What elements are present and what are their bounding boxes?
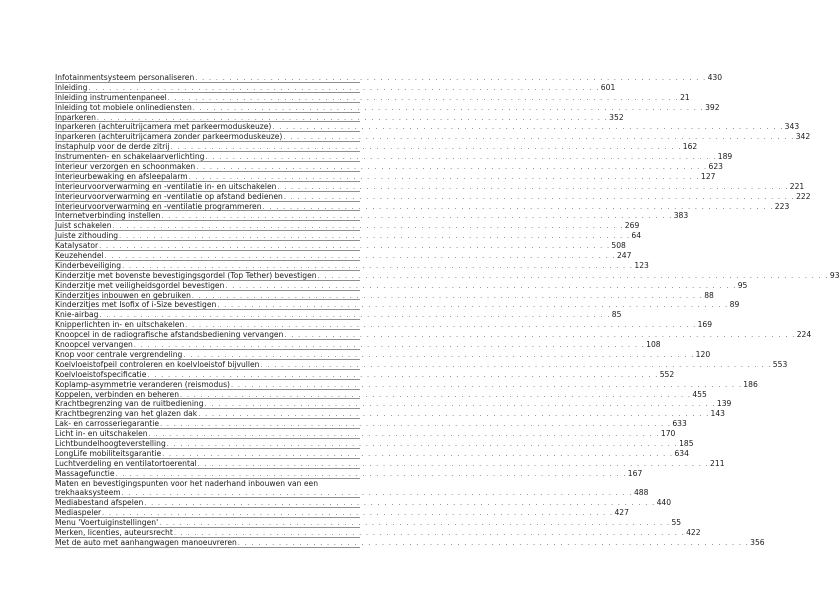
page-number: 169 bbox=[697, 320, 713, 330]
index-entry bbox=[55, 349, 711, 360]
index-entry bbox=[55, 458, 725, 469]
entry-label: Krachtbegrenzing van de ruitbediening bbox=[55, 399, 204, 409]
index-entry bbox=[55, 191, 811, 202]
index-entry bbox=[55, 399, 732, 409]
page-number: 440 bbox=[656, 498, 672, 508]
dot-leader: . . . . . . . . . . . . . . . . . . . . . . . . . . . . . . . . . . . . . . . . . . . . . . . . . . . . . . . . . . . . . . . . . . . . . . . . . . . bbox=[262, 202, 774, 211]
entry-label: Kinderzitje met veiligheidsgordel bevestigen bbox=[55, 280, 225, 290]
dot-leader: . . . . . . . . . . . . . . . . . . . . . . . . . . . . . . . . . . . . . . . . . . . . . . . . . . . . . . . . . . . . . . . . . . . . . . . . . . . bbox=[104, 252, 616, 261]
page-number: 108 bbox=[646, 340, 661, 350]
index-entry bbox=[55, 409, 725, 419]
index-entry bbox=[55, 369, 675, 380]
entry-label-continued: trekhaaksysteem bbox=[55, 488, 121, 498]
index-entry bbox=[55, 290, 714, 301]
page-number: 222 bbox=[796, 191, 811, 201]
dot-leader: . . . . . . . . . . . . . . . . . . . . . . . . . . . . . . . . . . . . . . . . . . . . . . . . . . . . . . . . . . . . . . . . . . . . . . . . . . . bbox=[180, 390, 692, 399]
page-number: 185 bbox=[679, 438, 694, 448]
page-number: 247 bbox=[616, 251, 632, 261]
entry-label: Knoopcel vervangen bbox=[55, 340, 133, 350]
index-entry bbox=[55, 231, 642, 241]
page-number: 120 bbox=[695, 349, 711, 359]
index-entry bbox=[55, 359, 788, 370]
dot-leader: . . . . . . . . . . . . . . . . . . . . . . . . . . . . . . . . . . . . . . . . . . . . . . . . . . . . . . . . . . . . . . . . . . . . . . . . . . . bbox=[133, 341, 646, 350]
index-entry bbox=[55, 251, 632, 261]
index-entry bbox=[55, 468, 643, 479]
dot-leader: . . . . . . . . . . . . . . . . . . . . . . . . . . . . . . . . . . . . . . . . . . . . . . . . . . . . . . . . . . . . . . . . . . . . . . . . . . . bbox=[88, 83, 600, 92]
entry-label: Instaphulp voor de derde zitrij bbox=[55, 142, 170, 152]
dot-leader: . . . . . . . . . . . . . . . . . . . . . . . . . . . . . . . . . . . . . . . . . . . . . . . . . . . . . . . . . . . . . . . . . . . . . . . . . . . bbox=[191, 291, 704, 300]
dot-leader: . . . . . . . . . . . . . . . . . . . . . . . . . . . . . . . . . . . . . . . . . . . . . . . . . . . . . . . . . . . . . . . . . . . . . . . . . . . bbox=[231, 380, 743, 389]
index-entry bbox=[55, 82, 616, 93]
page-number: 634 bbox=[674, 448, 689, 458]
page-number: 162 bbox=[682, 142, 698, 152]
entry-label: LongLife mobiliteitsgarantie bbox=[55, 448, 162, 458]
index-entry bbox=[55, 419, 687, 429]
dot-leader: . . . . . . . . . . . . . . . . . . . . . . . . . . . . . . . . . . . . . . . . . . . . . . . . . . . . . . . . . . . . . . . . . . . . . . . . . . . bbox=[272, 123, 784, 132]
dot-leader: . . . . . . . . . . . . . . . . . . . . . . . . . . . . . . . . . . . . . . . . . . . . . . . . . . . . . . . . . . . . . . . . . . . . . . . . . . . bbox=[195, 74, 707, 82]
page-number: 93 bbox=[829, 270, 840, 280]
dot-leader: . . . . . . . . . . . . . . . . . . . . . . . . . . . . . . . . . . . . . . . . . . . . . . . . . . . . . . . . . . . . . . . . . . . . . . . . . . . bbox=[225, 281, 737, 290]
dot-leader: . . . . . . . . . . . . . . . . . . . . . . . . . . . . . . . . . . . . . . . . . . . . . . . . . . . . . . . . . . . . . . . . . . . . . . . . . . . bbox=[115, 469, 627, 478]
entry-label: Inparkeren (achteruitrijcamera zonder parkeermoduskeuze) bbox=[55, 132, 283, 142]
entry-label: Interieurvoorverwarming en -ventilatie programmeren bbox=[55, 201, 262, 211]
page-number: 552 bbox=[659, 369, 675, 379]
index-entry bbox=[55, 429, 676, 439]
dot-leader: . . . . . . . . . . . . . . . . . . . . . . . . . . . . . . . . . . . . . . . . . . . . . . . . . . . . . . . . . . . . . . . . . . . . . . . . . . . bbox=[217, 301, 729, 310]
index-entry bbox=[55, 92, 690, 103]
dot-leader: . . . . . . . . . . . . . . . . . . . . . . . . . . . . . . . . . . . . . . . . . . . . . . . . . . . . . . . . . . . . . . . . . . . . . . . . . . . bbox=[166, 439, 679, 448]
page-number: 127 bbox=[701, 171, 716, 181]
entry-label: Interieur verzorgen en schoonmaken bbox=[55, 162, 196, 172]
index-entry bbox=[55, 340, 661, 350]
dot-leader: . . . . . . . . . . . . . . . . . . . . . . . . . . . . . . . . . . . . . . . . . . . . . . . . . . . . . . . . . . . . . . . . . . . . . . . . . . . bbox=[197, 459, 710, 468]
index-entry bbox=[55, 112, 624, 123]
entry-label: Lichtbundelhoogteverstelling bbox=[55, 438, 166, 448]
entry-label: Kinderzitje met bovenste bevestigingsgordel (Top Tether) bevestigen bbox=[55, 270, 317, 280]
entry-label: Luchtverdeling en ventilatortoerental bbox=[55, 458, 197, 468]
entry-label: Knipperlichten in- en uitschakelen bbox=[55, 320, 185, 330]
index-entry bbox=[55, 518, 682, 528]
page-number: 167 bbox=[627, 468, 643, 478]
index-entry bbox=[55, 122, 800, 132]
page-number: 343 bbox=[784, 122, 800, 132]
entry-label: Interieurvoorverwarming en -ventilatie in- en uitschakelen bbox=[55, 181, 277, 191]
index-entry bbox=[55, 389, 707, 400]
entry-label: Inleiding instrumentenpaneel bbox=[55, 92, 167, 102]
page-number: 189 bbox=[717, 152, 733, 162]
dot-leader: . . . . . . . . . . . . . . . . . . . . . . . . . . . . . . . . . . . . . . . . . . . . . . . . . . . . . . . . . . . . . . . . . . . . . . . . . . . bbox=[260, 360, 772, 369]
dot-leader: . . . . . . . . . . . . . . . . . . . . . . . . . . . . . . . . . . . . . . . . . . . . . . . . . . . . . . . . . . . . . . . . . . . . . . . . . . . bbox=[119, 232, 631, 241]
index-entry bbox=[55, 438, 694, 449]
entry-label: Kinderbeveiliging bbox=[55, 260, 122, 270]
entry-label: Interieurvoorverwarming en -ventilatie op afstand bedienen bbox=[55, 191, 283, 201]
index-entry bbox=[55, 162, 723, 172]
entry-label: Keuzehendel bbox=[55, 251, 104, 261]
entry-label: Inparkeren bbox=[55, 112, 96, 122]
page-number: 352 bbox=[609, 112, 624, 122]
page-number: 342 bbox=[795, 132, 811, 142]
page-number: 64 bbox=[631, 231, 642, 241]
index-entry bbox=[55, 498, 672, 508]
entry-label: Krachtbegrenzing van het glazen dak bbox=[55, 409, 198, 419]
entry-label: Maten en bevestigingspunten voor het naderhand inbouwen van een bbox=[55, 478, 319, 488]
index-entry bbox=[55, 171, 716, 182]
index-entry bbox=[55, 527, 701, 538]
entry-label: Juiste zithouding bbox=[55, 231, 119, 241]
page-number: 170 bbox=[660, 429, 676, 439]
entry-label: Menu 'Voertuiginstellingen' bbox=[55, 518, 159, 528]
page-number: 221 bbox=[789, 181, 805, 191]
dot-leader: . . . . . . . . . . . . . . . . . . . . . . . . . . . . . . . . . . . . . . . . . . . . . . . . . . . . . . . . . . . . . . . . . . . . . . . . . . . bbox=[161, 212, 673, 221]
entry-label: Inleiding bbox=[55, 82, 88, 92]
page-number: 623 bbox=[708, 162, 723, 172]
index-entry bbox=[55, 300, 740, 310]
dot-leader: . . . . . . . . . . . . . . . . . . . . . . . . . . . . . . . . . . . . . . . . . . . . . . . . . . . . . . . . . . . . . . . . . . . . . . . . . . . bbox=[99, 242, 611, 251]
entry-label: Kinderzitjes met Isofix of i-Size bevestigen bbox=[55, 300, 217, 310]
entry-label: Mediabestand afspelen bbox=[55, 498, 144, 508]
dot-leader: . . . . . . . . . . . . . . . . . . . . . . . . . . . . . . . . . . . . . . . . . . . . . . . . . . . . . . . . . . . . . . . . . . . . . . . . . . . bbox=[198, 410, 710, 419]
entry-label: Merken, licenties, auteursrecht bbox=[55, 527, 173, 537]
entry-label: Koelvloeistofpeil controleren en koelvloeistof bijvullen bbox=[55, 359, 260, 369]
index-entry bbox=[55, 478, 649, 499]
page-number: 427 bbox=[614, 508, 629, 518]
dot-leader: . . . . . . . . . . . . . . . . . . . . . . . . . . . . . . . . . . . . . . . . . . . . . . . . . . . . . . . . . . . . . . . . . . . . . . . . . . . bbox=[121, 489, 633, 498]
entry-label: Knoopcel in de radiografische afstandsbediening vervangen bbox=[55, 330, 284, 340]
dot-leader: . . . . . . . . . . . . . . . . . . . . . . . . . . . . . . . . . . . . . . . . . . . . . . . . . . . . . . . . . . . . . . . . . . . . . . . . . . . bbox=[188, 172, 700, 181]
dot-leader: . . . . . . . . . . . . . . . . . . . . . . . . . . . . . . . . . . . . . . . . . . . . . . . . . . . . . . . . . . . . . . . . . . . . . . . . . . . bbox=[185, 321, 697, 330]
page-number: 356 bbox=[750, 537, 765, 547]
index-entry bbox=[55, 132, 811, 142]
page-number: 553 bbox=[772, 359, 788, 369]
page-number: 88 bbox=[704, 290, 714, 300]
entry-label: Koplamp-asymmetrie veranderen (reismodus) bbox=[55, 379, 231, 389]
entry-label: Interieurbewaking en afsleepalarm bbox=[55, 171, 188, 181]
index-entry bbox=[55, 320, 713, 330]
index-entry bbox=[55, 330, 812, 340]
page-number: 85 bbox=[611, 310, 622, 320]
page-number: 55 bbox=[671, 518, 682, 528]
page-number: 89 bbox=[729, 300, 740, 310]
dot-leader: . . . . . . . . . . . . . . . . . . . . . . . . . . . . . . . . . . . . . . . . . . . . . . . . . . . . . . . . . . . . . . . . . . . . . . . . . . . bbox=[237, 538, 750, 547]
page-number: 601 bbox=[600, 82, 616, 92]
dot-leader: . . . . . . . . . . . . . . . . . . . . . . . . . . . . . . . . . . . . . . . . . . . . . . . . . . . . . . . . . . . . . . . . . . . . . . . . . . . bbox=[162, 449, 674, 458]
dot-leader: . . . . . . . . . . . . . . . . . . . . . . . . . . . . . . . . . . . . . . . . . . . . . . . . . . . . . . . . . . . . . . . . . . . . . . . . . . . bbox=[317, 271, 829, 280]
entry-label: Mediaspeler bbox=[55, 508, 102, 518]
index-entry bbox=[55, 211, 689, 221]
dot-leader: . . . . . . . . . . . . . . . . . . . . . . . . . . . . . . . . . . . . . . . . . . . . . . . . . . . . . . . . . . . . . . . . . . . . . . . . . . . bbox=[160, 420, 672, 429]
dot-leader: . . . . . . . . . . . . . . . . . . . . . . . . . . . . . . . . . . . . . . . . . . . . . . . . . . . . . . . . . . . . . . . . . . . . . . . . . . . bbox=[148, 430, 660, 439]
dot-leader: . . . . . . . . . . . . . . . . . . . . . . . . . . . . . . . . . . . . . . . . . . . . . . . . . . . . . . . . . . . . . . . . . . . . . . . . . . . bbox=[277, 182, 789, 191]
entry-label: Knop voor centrale vergrendeling bbox=[55, 349, 183, 359]
index-entry bbox=[55, 260, 649, 271]
dot-leader: . . . . . . . . . . . . . . . . . . . . . . . . . . . . . . . . . . . . . . . . . . . . . . . . . . . . . . . . . . . . . . . . . . . . . . . . . . . bbox=[122, 261, 634, 270]
entry-label: Met de auto met aanhangwagen manoeuvreren bbox=[55, 537, 237, 547]
dot-leader: . . . . . . . . . . . . . . . . . . . . . . . . . . . . . . . . . . . . . . . . . . . . . . . . . . . . . . . . . . . . . . . . . . . . . . . . . . . bbox=[112, 222, 624, 231]
page-number: 143 bbox=[710, 409, 725, 419]
index-entry bbox=[55, 241, 626, 251]
dot-leader: . . . . . . . . . . . . . . . . . . . . . . . . . . . . . . . . . . . . . . . . . . . . . . . . . . . . . . . . . . . . . . . . . . . . . . . . . . . bbox=[167, 93, 680, 102]
dot-leader: . . . . . . . . . . . . . . . . . . . . . . . . . . . . . . . . . . . . . . . . . . . . . . . . . . . . . . . . . . . . . . . . . . . . . . . . . . . bbox=[173, 528, 686, 537]
page-number: 508 bbox=[611, 241, 626, 251]
entry-label: Knie-airbag bbox=[55, 310, 99, 320]
entry-label: Kinderzitjes inbouwen en gebruiken bbox=[55, 290, 191, 300]
index-entry bbox=[55, 280, 748, 291]
entry-label: Koppelen, verbinden en beheren bbox=[55, 389, 180, 399]
page-number: 269 bbox=[624, 221, 640, 231]
page-number: 392 bbox=[705, 102, 720, 112]
index-entry bbox=[55, 379, 758, 390]
index-entry bbox=[55, 537, 765, 548]
page-number: 186 bbox=[743, 379, 758, 389]
page-number: 223 bbox=[774, 201, 790, 211]
entry-label: Juist schakelen bbox=[55, 221, 112, 231]
index-entry bbox=[55, 142, 698, 152]
dot-leader: . . . . . . . . . . . . . . . . . . . . . . . . . . . . . . . . . . . . . . . . . . . . . . . . . . . . . . . . . . . . . . . . . . . . . . . . . . . bbox=[183, 350, 695, 359]
entry-label: Infotainmentsysteem personaliseren bbox=[55, 73, 195, 82]
entry-label: Internetverbinding instellen bbox=[55, 211, 161, 221]
index-entry bbox=[55, 448, 689, 459]
entry-label: Instrumenten- en schakelaarverlichting bbox=[55, 152, 205, 162]
page-number: 383 bbox=[673, 211, 689, 221]
index-entry bbox=[55, 73, 723, 83]
page-number: 422 bbox=[686, 527, 701, 537]
entry-label: Katalysator bbox=[55, 241, 99, 251]
index-entry bbox=[55, 152, 733, 162]
page-number: 224 bbox=[796, 330, 812, 340]
page-number: 21 bbox=[680, 92, 690, 102]
page-number: 211 bbox=[710, 458, 725, 468]
index-entry bbox=[55, 102, 720, 113]
dot-leader: . . . . . . . . . . . . . . . . . . . . . . . . . . . . . . . . . . . . . . . . . . . . . . . . . . . . . . . . . . . . . . . . . . . . . . . . . . . bbox=[204, 400, 716, 409]
page-number: 430 bbox=[707, 73, 723, 82]
dot-leader: . . . . . . . . . . . . . . . . . . . . . . . . . . . . . . . . . . . . . . . . . . . . . . . . . . . . . . . . . . . . . . . . . . . . . . . . . . . bbox=[192, 103, 705, 112]
dot-leader: . . . . . . . . . . . . . . . . . . . . . . . . . . . . . . . . . . . . . . . . . . . . . . . . . . . . . . . . . . . . . . . . . . . . . . . . . . . bbox=[196, 163, 708, 172]
dot-leader: . . . . . . . . . . . . . . . . . . . . . . . . . . . . . . . . . . . . . . . . . . . . . . . . . . . . . . . . . . . . . . . . . . . . . . . . . . . bbox=[205, 153, 717, 162]
entry-label: Inleiding tot mobiele onlinediensten bbox=[55, 102, 192, 112]
index-entry bbox=[55, 221, 640, 231]
dot-leader: . . . . . . . . . . . . . . . . . . . . . . . . . . . . . . . . . . . . . . . . . . . . . . . . . . . . . . . . . . . . . . . . . . . . . . . . . . . bbox=[147, 370, 659, 379]
index-entry bbox=[55, 181, 805, 192]
dot-leader: . . . . . . . . . . . . . . . . . . . . . . . . . . . . . . . . . . . . . . . . . . . . . . . . . . . . . . . . . . . . . . . . . . . . . . . . . . . bbox=[159, 519, 671, 528]
dot-leader: . . . . . . . . . . . . . . . . . . . . . . . . . . . . . . . . . . . . . . . . . . . . . . . . . . . . . . . . . . . . . . . . . . . . . . . . . . . bbox=[284, 331, 796, 340]
entry-label: Licht in- en uitschakelen bbox=[55, 429, 148, 439]
dot-leader: . . . . . . . . . . . . . . . . . . . . . . . . . . . . . . . . . . . . . . . . . . . . . . . . . . . . . . . . . . . . . . . . . . . . . . . . . . . bbox=[144, 499, 656, 508]
page-number: 123 bbox=[634, 260, 649, 270]
entry-label: Lak- en carrosseriegarantie bbox=[55, 419, 160, 429]
dot-leader: . . . . . . . . . . . . . . . . . . . . . . . . . . . . . . . . . . . . . . . . . . . . . . . . . . . . . . . . . . . . . . . . . . . . . . . . . . . bbox=[283, 192, 796, 201]
dot-leader: . . . . . . . . . . . . . . . . . . . . . . . . . . . . . . . . . . . . . . . . . . . . . . . . . . . . . . . . . . . . . . . . . . . . . . . . . . . bbox=[96, 113, 609, 122]
page-number: 95 bbox=[737, 280, 748, 290]
entry-label: Koelvloeistofspecificatie bbox=[55, 369, 147, 379]
page-number: 139 bbox=[716, 399, 732, 409]
index-entry bbox=[55, 270, 840, 281]
index-list bbox=[55, 73, 840, 548]
page-number: 488 bbox=[633, 488, 649, 498]
index-entry bbox=[55, 508, 629, 518]
dot-leader: . . . . . . . . . . . . . . . . . . . . . . . . . . . . . . . . . . . . . . . . . . . . . . . . . . . . . . . . . . . . . . . . . . . . . . . . . . . bbox=[102, 509, 614, 518]
page-number: 455 bbox=[692, 389, 707, 399]
page-number: 633 bbox=[672, 419, 687, 429]
entry-label: Massagefunctie bbox=[55, 468, 115, 478]
entry-label: Inparkeren (achteruitrijcamera met parkeermoduskeuze) bbox=[55, 122, 272, 132]
dot-leader: . . . . . . . . . . . . . . . . . . . . . . . . . . . . . . . . . . . . . . . . . . . . . . . . . . . . . . . . . . . . . . . . . . . . . . . . . . . bbox=[283, 133, 795, 142]
index-entry bbox=[55, 201, 790, 212]
dot-leader: . . . . . . . . . . . . . . . . . . . . . . . . . . . . . . . . . . . . . . . . . . . . . . . . . . . . . . . . . . . . . . . . . . . . . . . . . . . bbox=[170, 143, 682, 152]
index-entry bbox=[55, 310, 622, 320]
dot-leader: . . . . . . . . . . . . . . . . . . . . . . . . . . . . . . . . . . . . . . . . . . . . . . . . . . . . . . . . . . . . . . . . . . . . . . . . . . . bbox=[99, 311, 611, 320]
